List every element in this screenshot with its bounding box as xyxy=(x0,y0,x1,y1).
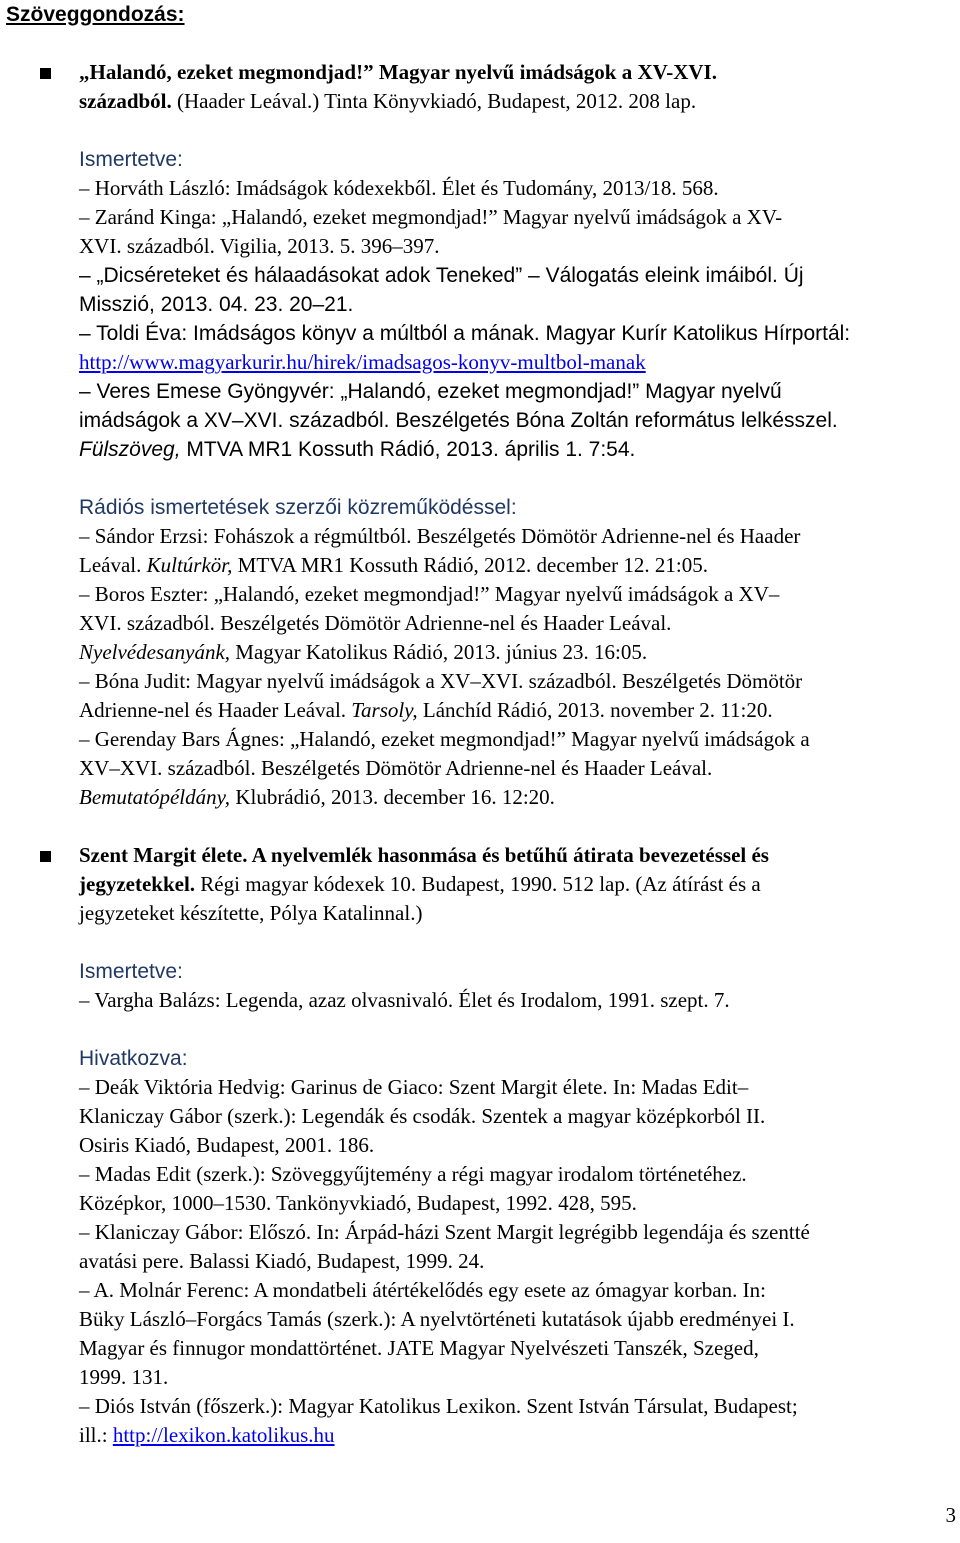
citation-item: – A. Molnár Ferenc: A mondatbeli átértékelődés egy esete az ómagyar korban. In: xyxy=(79,1278,766,1302)
radio-item-cont: XV–XVI. századból. Beszélgetés Dömötör Adrienne-nel és Haader Leával. xyxy=(79,756,713,780)
radio-item: – Bóna Judit: Magyar nyelvű imádságok a XV–XVI. századból. Beszélgetés Dömötör xyxy=(79,669,803,693)
book-2-title-line-1: Szent Margit élete. A nyelvemlék hasonmása és betűhű átirata bevezetéssel és xyxy=(79,843,769,867)
magyarkurir-link[interactable]: http://www.magyarkurir.hu/hirek/imadsagos-konyv-multbol-manak xyxy=(79,350,646,374)
book-2-reviews-label: Ismertetve: xyxy=(79,960,183,983)
citation-item: – Madas Edit (szerk.): Szöveggyűjtemény a régi magyar irodalom történetéhez. xyxy=(79,1162,747,1186)
radio-item-cont: Bemutatópéldány, Klubrádió, 2013. december 16. 12:20. xyxy=(79,785,555,809)
page-heading: Szöveggondozás: xyxy=(6,3,185,26)
review-item-cont: Fülszöveg, MTVA MR1 Kossuth Rádió, 2013. április 1. 7:54. xyxy=(79,438,636,461)
bullet-square-icon xyxy=(40,68,51,79)
review-item: – Toldi Éva: Imádságos könyv a múltból a mának. Magyar Kurír Katolikus Hírportál: xyxy=(79,322,851,345)
book-1-reviews-label: Ismertetve: xyxy=(79,148,183,171)
bullet-square-icon xyxy=(40,851,51,862)
citation-item: – Diós István (főszerk.): Magyar Katolikus Lexikon. Szent István Társulat, Budapest; xyxy=(79,1394,798,1418)
review-item-cont xyxy=(79,348,959,377)
page-number: 3 xyxy=(945,1503,956,1527)
citation-item-cont: Osiris Kiadó, Budapest, 2001. 186. xyxy=(79,1133,375,1157)
book-entry-1-content xyxy=(79,58,959,812)
citation-item-cont: Büky László–Forgács Tamás (szerk.): A nyelvtörténeti kutatások újabb eredményei I. xyxy=(79,1307,795,1331)
radio-item: – Boros Eszter: „Halandó, ezeket megmondjad!” Magyar nyelvű imádságok a XV– xyxy=(79,582,780,606)
book-2-title-line-2: jegyzetekkel. Régi magyar kódexek 10. Budapest, 1990. 512 lap. (Az átírást és a xyxy=(79,872,761,896)
review-item-cont: XVI. századból. Vigilia, 2013. 5. 396–397. xyxy=(79,234,440,258)
citation-item: – Deák Viktória Hedvig: Garinus de Giaco: Szent Margit élete. In: Madas Edit– xyxy=(79,1075,749,1099)
radio-item-cont: XVI. századból. Beszélgetés Dömötör Adrienne-nel és Haader Leával. xyxy=(79,611,672,635)
radio-item-cont: Leával. Kultúrkör, MTVA MR1 Kossuth Rádió, 2012. december 12. 21:05. xyxy=(79,553,708,577)
review-item: – Zaránd Kinga: „Halandó, ezeket megmondjad!” Magyar nyelvű imádságok a XV- xyxy=(79,205,783,229)
book-entry-2-content xyxy=(79,841,959,1450)
citation-item: – Klaniczay Gábor: Előszó. In: Árpád-házi Szent Margit legrégibb legendája és szentté xyxy=(79,1220,810,1244)
review-item: – Veres Emese Gyöngyvér: „Halandó, ezeket megmondjad!” Magyar nyelvű xyxy=(79,380,782,403)
citation-item-cont: avatási pere. Balassi Kiadó, Budapest, 1999. 24. xyxy=(79,1249,485,1273)
radio-item-cont: Adrienne-nel és Haader Leával. Tarsoly, Lánchíd Rádió, 2013. november 2. 11:20. xyxy=(79,698,773,722)
lexikon-link[interactable]: http://lexikon.katolikus.hu xyxy=(112,1423,335,1447)
citation-item-cont: Magyar és finnugor mondattörténet. JATE Magyar Nyelvészeti Tanszék, Szeged, xyxy=(79,1336,759,1360)
book-2-cited-label: Hivatkozva: xyxy=(79,1047,188,1070)
review-item: – „Dicséreteket és hálaadásokat adok Teneked” – Válogatás eleink imáiból. Új xyxy=(79,264,804,287)
radio-item: – Gerenday Bars Ágnes: „Halandó, ezeket megmondjad!” Magyar nyelvű imádságok a xyxy=(79,727,810,751)
review-item-cont: Misszió, 2013. 04. 23. 20–21. xyxy=(79,293,354,316)
citation-item-cont: Középkor, 1000–1530. Tankönyvkiadó, Budapest, 1992. 428, 595. xyxy=(79,1191,637,1215)
book-1-title-line-2: századból. (Haader Leával.) Tinta Könyvkiadó, Budapest, 2012. 208 lap. xyxy=(79,89,697,113)
citation-item-cont: Klaniczay Gábor (szerk.): Legendák és csodák. Szentek a magyar középkorból II. xyxy=(79,1104,766,1128)
review-item: – Vargha Balázs: Legenda, azaz olvasnivaló. Élet és Irodalom, 1991. szept. 7. xyxy=(79,988,730,1012)
citation-item-cont: ill.: http://lexikon.katolikus.hu xyxy=(79,1423,335,1447)
book-1-title-line-1: „Halandó, ezeket megmondjad!” Magyar nyelvű imádságok a XV-XVI. xyxy=(79,60,717,84)
review-item-cont: imádságok a XV–XVI. századból. Beszélgetés Bóna Zoltán református lelkésszel. xyxy=(79,409,838,432)
citation-item-cont: 1999. 131. xyxy=(79,1365,169,1389)
book-2-title-line-3: jegyzeteket készítette, Pólya Katalinnal.) xyxy=(79,901,423,925)
review-item: – Horváth László: Imádságok kódexekből. Élet és Tudomány, 2013/18. 568. xyxy=(79,176,719,200)
radio-item: – Sándor Erzsi: Fohászok a régmúltból. Beszélgetés Dömötör Adrienne-nel és Haader xyxy=(79,524,801,548)
radio-reviews-label: Rádiós ismertetések szerzői közreműködéssel: xyxy=(79,496,517,519)
radio-item-cont: Nyelvédesanyánk, Magyar Katolikus Rádió, 2013. június 23. 16:05. xyxy=(79,640,648,664)
